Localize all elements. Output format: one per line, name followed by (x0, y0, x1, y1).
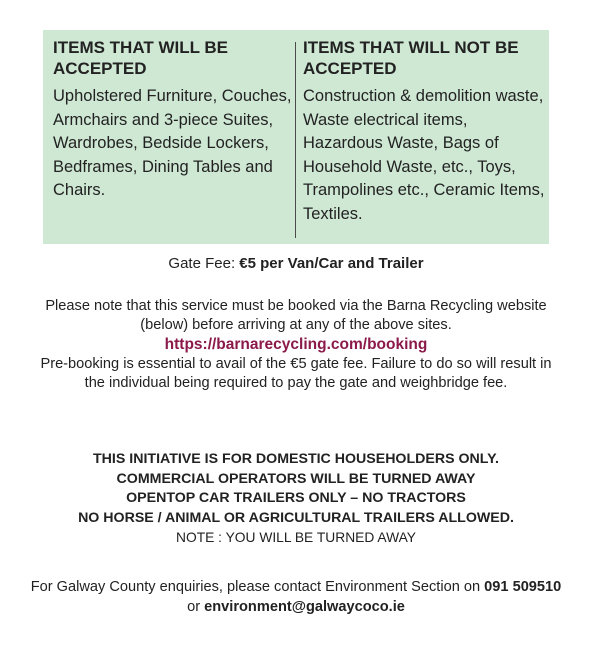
accepted-heading: ITEMS THAT WILL BE ACCEPTED (53, 38, 229, 78)
column-divider (295, 42, 296, 238)
contact-email[interactable]: environment@galwaycoco.ie (204, 599, 405, 615)
items-panel (43, 30, 549, 244)
not-accepted-items-text: Construction & demolition waste, Waste electrical items, Hazardous Waste, Bags of Household Waste, etc., Toys, Trampolines etc., Ceramic Items, Textiles. (303, 87, 545, 223)
contact-text: For Galway County enquiries, please contact Environment Section on (30, 579, 481, 595)
warning-note: NOTE : YOU WILL BE TURNED AWAY (176, 530, 416, 545)
contact-or: or (187, 599, 201, 615)
gate-fee-value: €5 per Van/Car and Trailer (239, 255, 424, 272)
warning-domestic-only: THIS INITIATIVE IS FOR DOMESTIC HOUSEHOLDERS ONLY. (93, 451, 499, 467)
warning-animal-trailers: NO HORSE / ANIMAL OR AGRICULTURAL TRAILERS ALLOWED. (78, 509, 514, 526)
prebooking-note: Pre-booking is essential to avail of the €5 gate fee. Failure to do so will result in the individual being required to pay the gate and weighbridge fee. (40, 356, 552, 391)
booking-link[interactable]: https://barnarecycling.com/booking (164, 336, 428, 353)
gate-fee-label: Gate Fee: (168, 255, 236, 272)
gate-fee (30, 254, 562, 274)
accepted-column (43, 30, 293, 244)
accepted-items-text: Upholstered Furniture, Couches, Armchairs and 3-piece Suites, Wardrobes, Bedside Lockers, Bedframes, Dining Tables and Chairs. (53, 87, 292, 199)
booking-note (30, 297, 562, 393)
contact-info (30, 577, 562, 617)
warning-block (30, 450, 562, 548)
not-accepted-heading: ITEMS THAT WILL NOT BE ACCEPTED (303, 38, 519, 78)
warning-opentop-trailers: OPENTOP CAR TRAILERS ONLY – NO TRACTORS (126, 490, 466, 506)
not-accepted-column (293, 30, 549, 244)
warning-commercial: COMMERCIAL OPERATORS WILL BE TURNED AWAY (116, 470, 476, 487)
booking-instruction: Please note that this service must be booked via the Barna Recycling website (below) before arriving at any of the above sites. (45, 298, 547, 333)
contact-phone: 091 509510 (484, 579, 562, 595)
